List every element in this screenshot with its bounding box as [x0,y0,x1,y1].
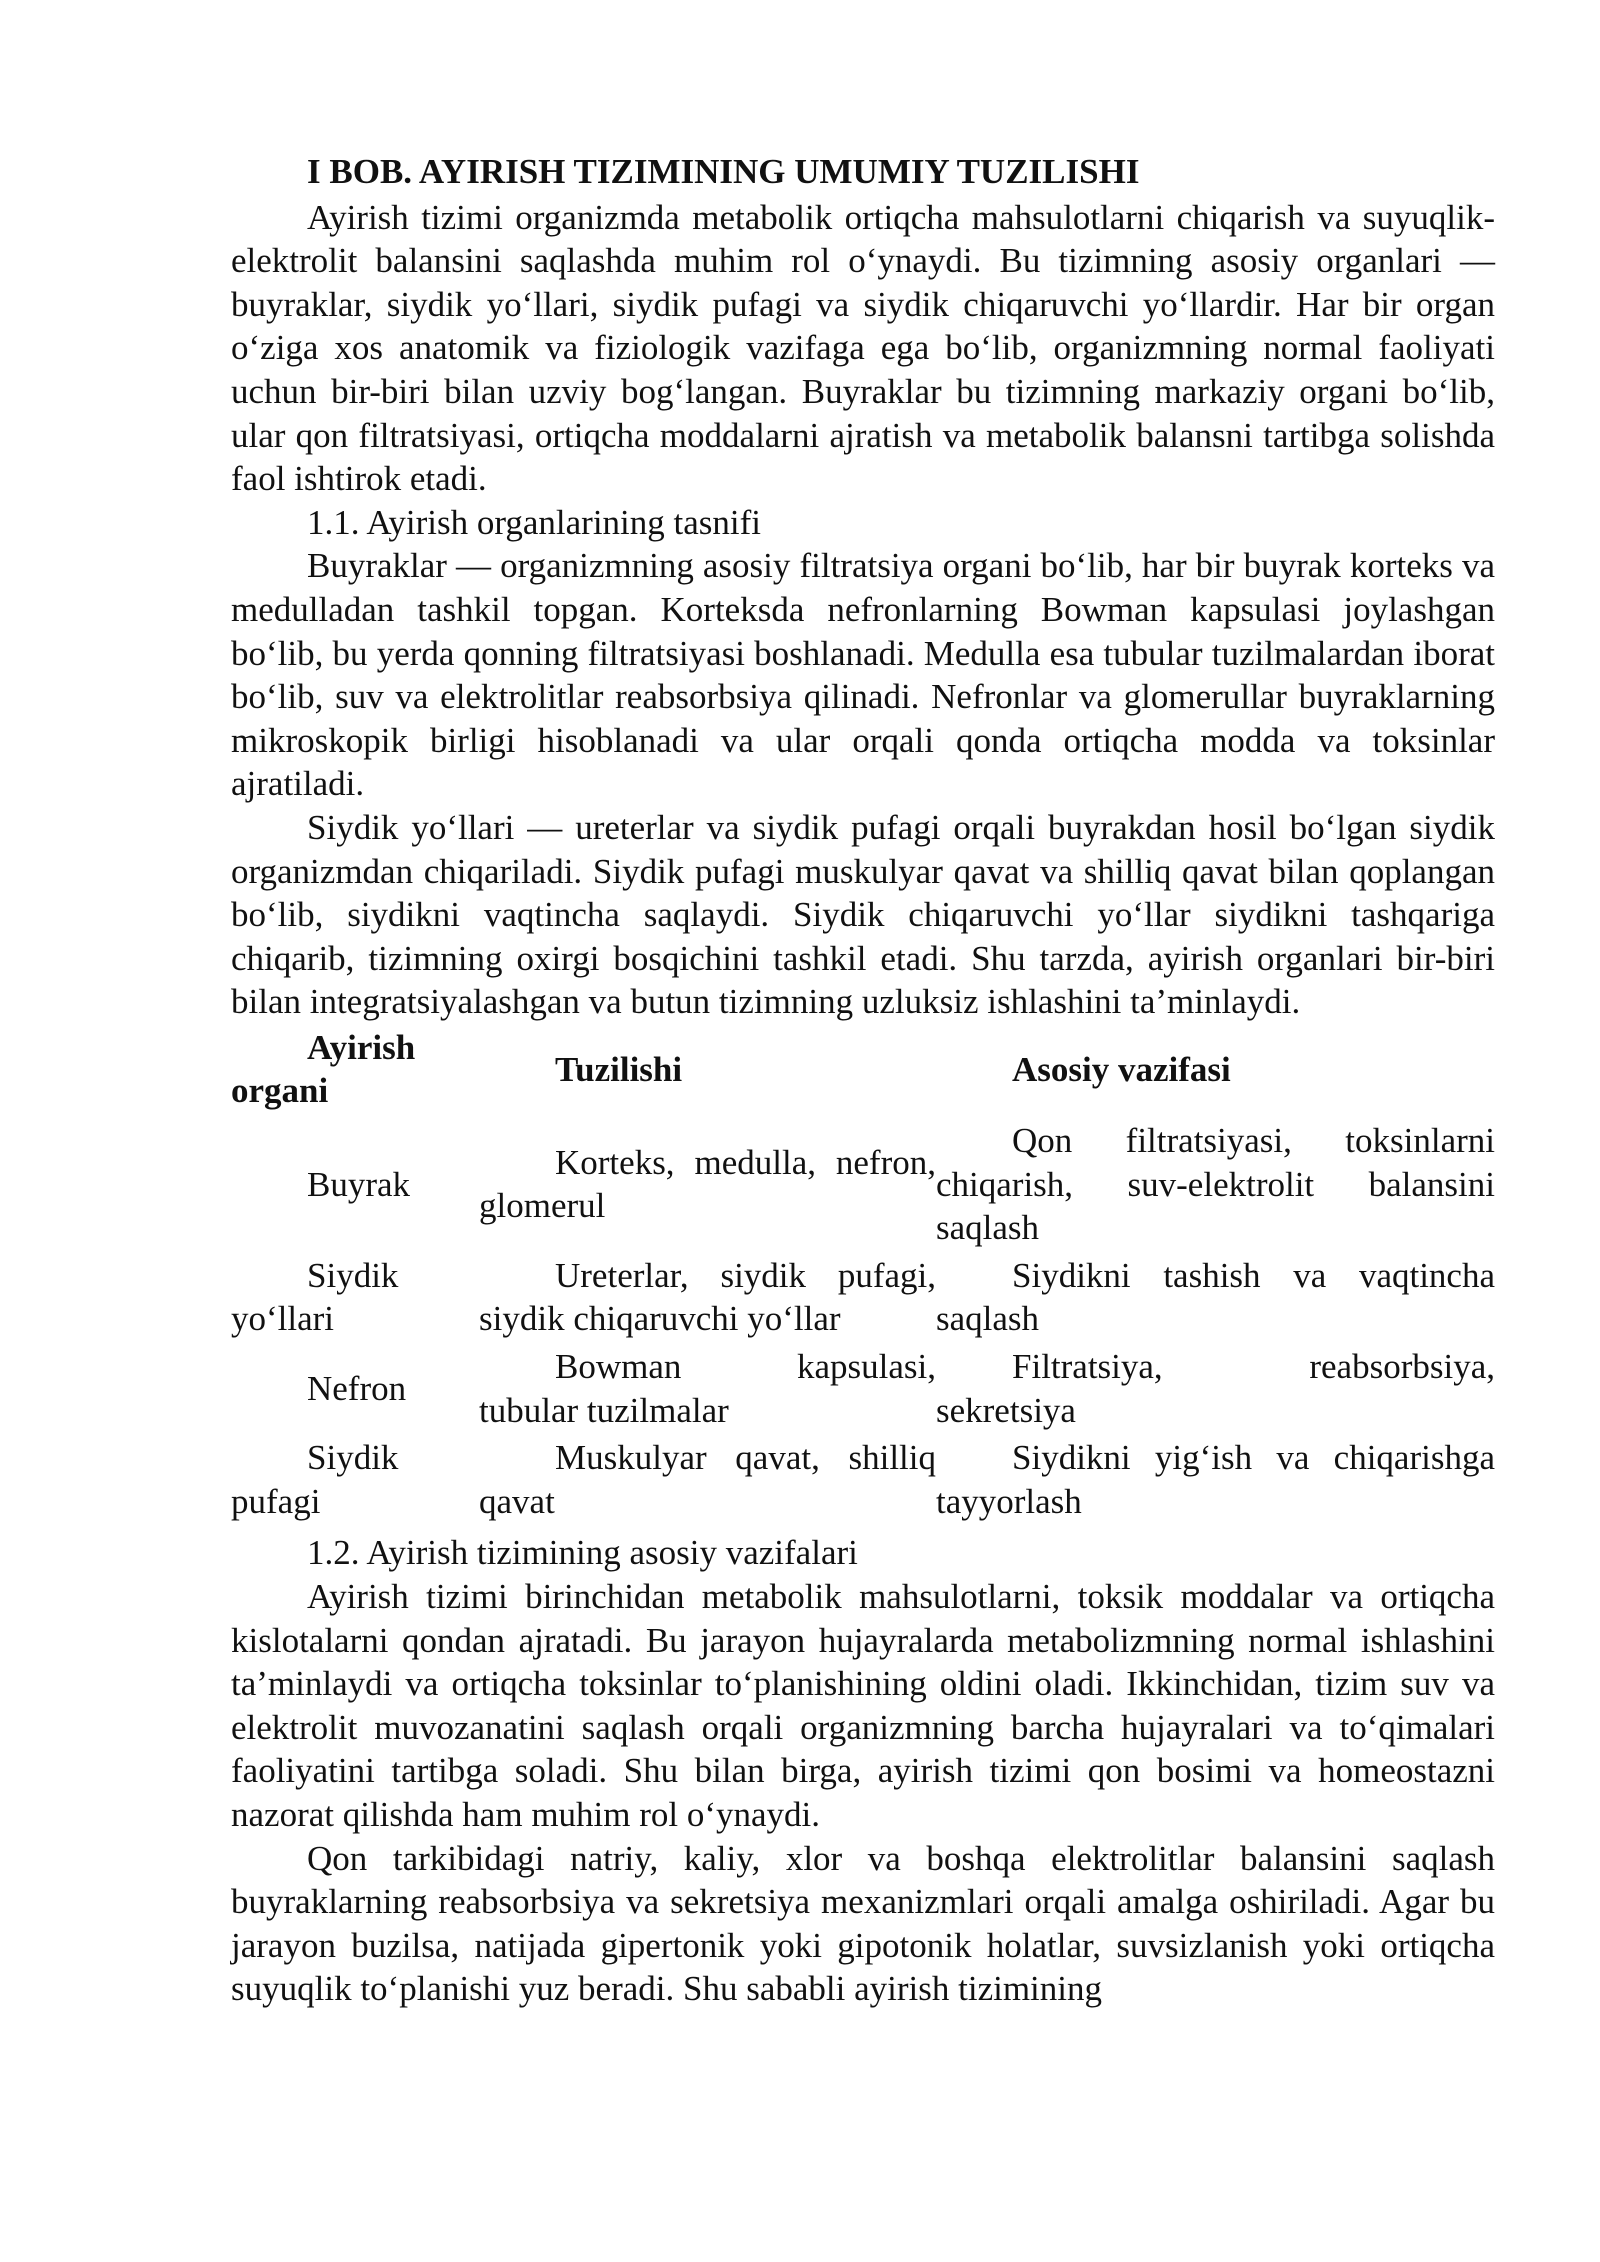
cell-structure: Ureterlar, siydik pufagi, siydik chiqaruvchi yo‘llar [479,1255,936,1339]
table-row [231,1254,1495,1345]
document-page [231,150,1495,2011]
cell-function: Filtratsiya, reabsorbsiya, sekretsiya [936,1347,1495,1430]
paragraph-functions: Ayirish tizimi birinchidan metabolik mahsulotlarni, toksik moddalar va ortiqcha kislotalarni qondan ajratadi. Bu jarayon hujayralarda metabolizmning normal ishlashini ta’minlaydi va ortiqcha toksinlar to‘planishining oldini oladi. Ikkinchidan, tizim suv va elektrolit muvozanatini saqlash orqali organizmning barcha hujayralari va to‘qimalari faoliyatini tartibga soladi. Shu bilan birga, ayirish tizimi qon bosimi va homeostazni nazorat qilishda ham muhim rol o‘ynaydi. [231,1577,1495,1834]
cell-structure: Muskulyar qavat, shilliq qavat [479,1438,936,1521]
cell-organ: Siydik pufagi [231,1438,399,1521]
table-row [231,1119,1495,1254]
cell-function: Siydikni tashish va vaqtincha saqlash [936,1255,1495,1339]
cell-organ: Siydik yo‘llari [231,1255,399,1339]
cell-function: Qon filtratsiyasi, toksinlarni chiqarish, suv-elektrolit balansini saqlash [936,1121,1495,1248]
paragraph-electrolytes: Qon tarkibidagi natriy, kaliy, xlor va boshqa elektrolitlar balansini saqlash buyraklarning reabsorbsiya va sekretsiya mexanizmlari orqali amalga oshiriladi. Agar bu jarayon buzilsa, natijada gipertonik yoki gipotonik holatlar, suvsizlanish yoki ortiqcha suyuqlik to‘planishi yuz beradi. Shu sababli ayirish tizimining [231,1838,1495,2009]
section-title-1-2: 1.2. Ayirish tizimining asosiy vazifalari [307,1533,858,1573]
cell-function: Siydikni yig‘ish va chiqarishga tayyorlash [936,1438,1495,1521]
table-header-row [231,1026,1495,1119]
chapter-heading: I BOB. AYIRISH TIZIMINING UMUMIY TUZILISHI [307,152,1140,191]
header-structure: Tuzilishi [555,1049,683,1089]
intro-paragraph: Ayirish tizimi organizmda metabolik ortiqcha mahsulotlarni chiqarish va suyuqlik-elektrolit balansini saqlashda muhim rol o‘ynaydi. Bu tizimning asosiy organlari — buyraklar, siydik yo‘llari, siydik pufagi va siydik chiqaruvchi yo‘llardir. Har bir organ o‘ziga xos anatomik va fiziologik vazifaga ega bo‘lib, organizmning normal faoliyati uchun bir-biri bilan uzviy bog‘langan. Buyraklar bu tizimning markaziy organi bo‘lib, ular qon filtratsiyasi, ortiqcha moddalarni ajratish va metabolik balansni tartibga solishda faol ishtirok etadi. [231,197,1495,499]
cell-organ: Nefron [307,1368,407,1408]
organs-table [231,1026,1495,1528]
section-title-1-1: 1.1. Ayirish organlarining tasnifi [307,502,762,542]
paragraph-kidneys: Buyraklar — organizmning asosiy filtratsiya organi bo‘lib, har bir buyrak korteks va medulladan tashkil topgan. Korteksda nefronlarning Bowman kapsulasi joylashgan bo‘lib, bu yerda qonning filtratsiyasi boshlanadi. Medulla esa tubular tuzilmalardan iborat bo‘lib, suv va elektrolitlar reabsorbsiya qilinadi. Nefronlar va glomerullar buyraklarning mikroskopik birligi hisoblanadi va ular orqali qonda ortiqcha modda va toksinlar ajratiladi. [231,546,1495,804]
cell-organ: Buyrak [307,1164,411,1204]
table-row [231,1436,1495,1527]
cell-structure: Bowman kapsulasi, tubular tuzilmalar [479,1347,936,1430]
cell-structure: Korteks, medulla, nefron, glomerul [479,1142,936,1226]
paragraph-urinary-tract: Siydik yo‘llari — ureterlar va siydik pufagi orqali buyrakdan hosil bo‘lgan siydik organizmdan chiqariladi. Siydik pufagi muskulyar qavat va shilliq qavat bilan qoplangan bo‘lib, siydikni vaqtincha saqlaydi. Siydik chiqaruvchi yo‘llar siydikni tashqariga chiqarib, tizimning oxirgi bosqichini tashkil etadi. Shu tarzda, ayirish organlari bir-biri bilan integratsiyalashgan va butun tizimning uzluksiz ishlashini ta’minlaydi. [231,807,1495,1022]
header-organ: Ayirish organi [231,1027,416,1111]
header-function: Asosiy vazifasi [1012,1049,1231,1089]
table-row [231,1345,1495,1436]
